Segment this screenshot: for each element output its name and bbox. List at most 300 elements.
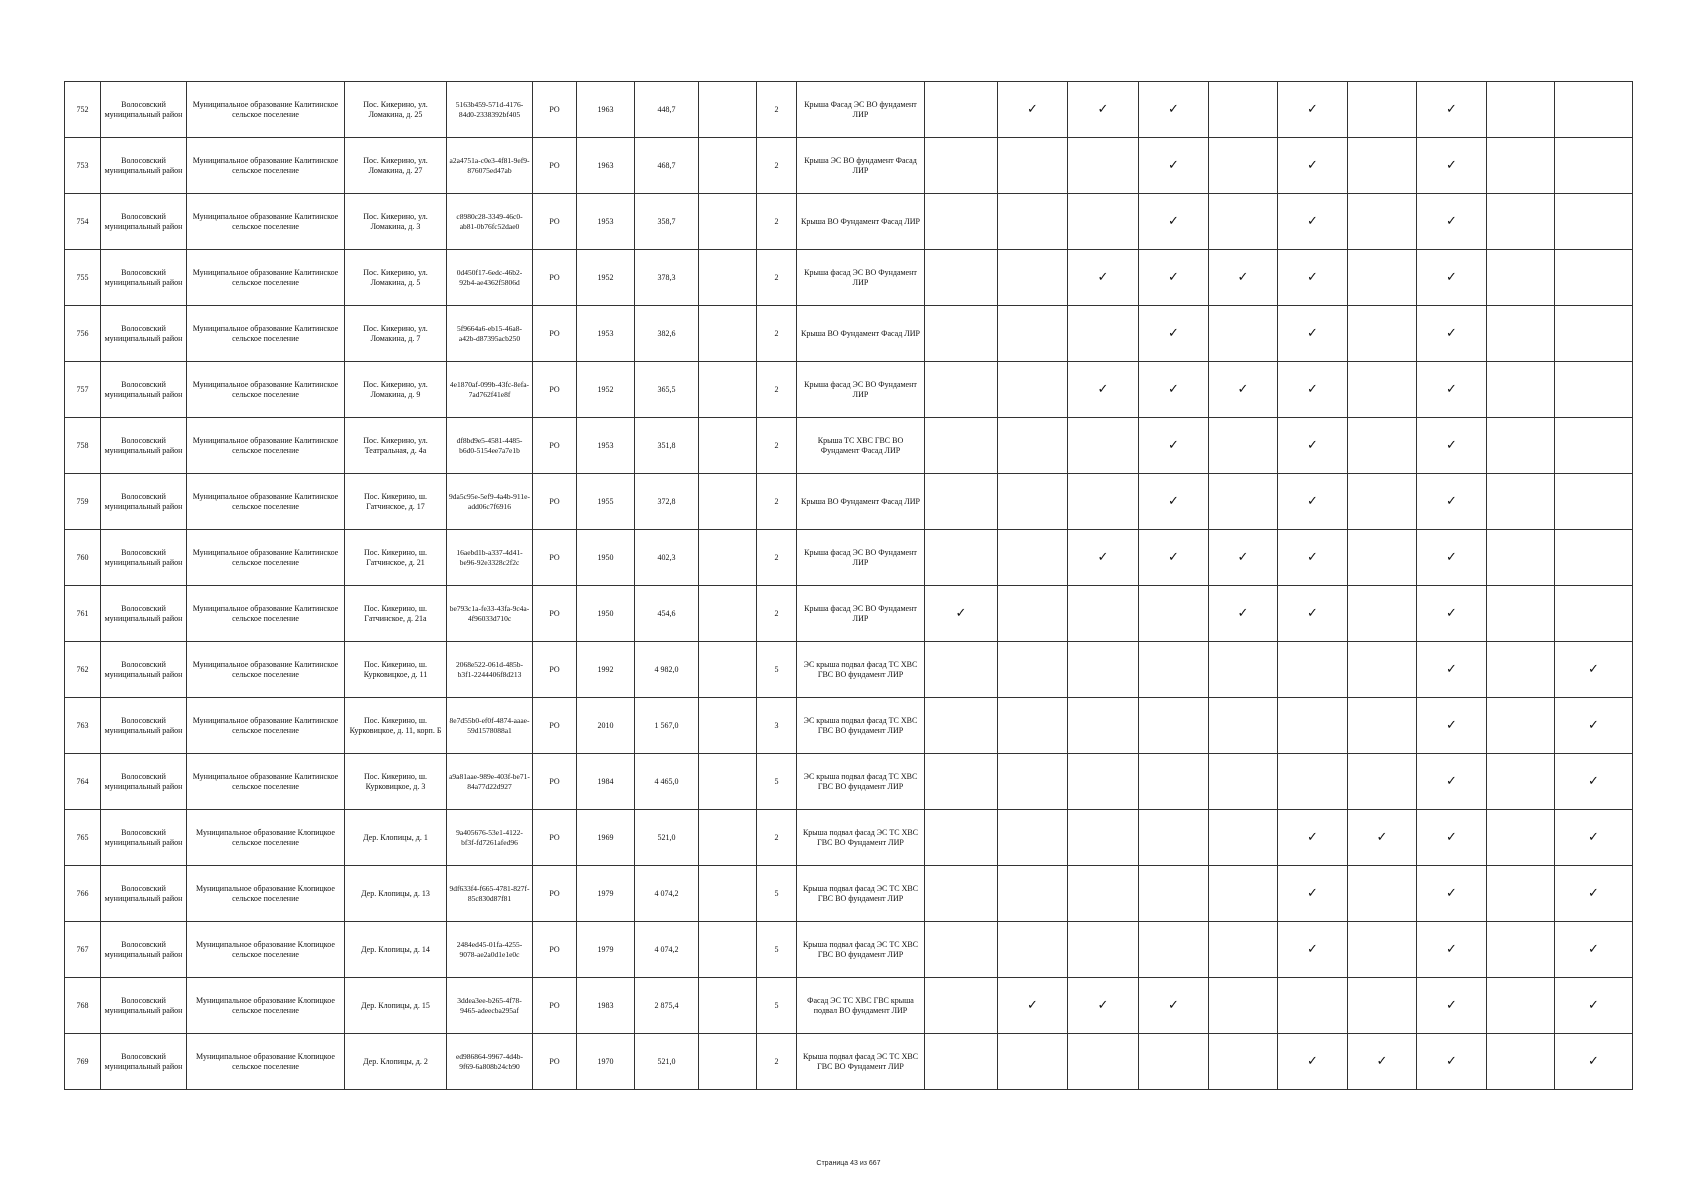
check-mark-icon: ✓ (1348, 810, 1417, 866)
empty-check-cell (925, 138, 998, 194)
floors-cell: 5 (757, 866, 797, 922)
floors-cell: 2 (757, 82, 797, 138)
empty-check-cell (1209, 866, 1278, 922)
check-mark-icon: ✓ (1139, 306, 1209, 362)
empty-check-cell (1139, 698, 1209, 754)
municipality-cell: Муниципальное образование Калитинское сельское поселение (187, 362, 345, 418)
guid-cell: 16aebd1b-a337-4d41-be96-92e3328c2f2c (447, 530, 533, 586)
table-row (65, 1034, 1633, 1090)
row-number: 761 (65, 586, 101, 642)
guid-cell: 0d450f17-6edc-46b2-92b4-ae4362f5806d (447, 250, 533, 306)
floors-cell: 2 (757, 362, 797, 418)
floors-cell: 3 (757, 698, 797, 754)
district-cell: Волосовский муниципальный район (101, 754, 187, 810)
year-cell: 1979 (577, 922, 635, 978)
municipality-cell: Муниципальное образование Калитинское сельское поселение (187, 754, 345, 810)
check-mark-icon: ✓ (1555, 754, 1633, 810)
empty-check-cell (1209, 754, 1278, 810)
empty-check-cell (1139, 642, 1209, 698)
empty-check-cell (925, 642, 998, 698)
address-cell: Пос. Кикерино, ул. Ломакина, д. 7 (345, 306, 447, 362)
check-mark-icon: ✓ (1417, 530, 1487, 586)
district-cell: Волосовский муниципальный район (101, 82, 187, 138)
works-cell: Крыша фасад ЭС ВО Фундамент ЛИР (797, 250, 925, 306)
check-mark-icon: ✓ (1278, 922, 1348, 978)
row-number: 767 (65, 922, 101, 978)
address-cell: Дер. Клопицы, д. 15 (345, 978, 447, 1034)
works-cell: Крыша ВО Фундамент Фасад ЛИР (797, 306, 925, 362)
empty-check-cell (998, 418, 1068, 474)
works-cell: ЭС крыша подвал фасад ТС ХВС ГВС ВО фундамент ЛИР (797, 698, 925, 754)
row-number: 760 (65, 530, 101, 586)
district-cell: Волосовский муниципальный район (101, 586, 187, 642)
area-cell: 454,6 (635, 586, 699, 642)
guid-cell: 2068e522-061d-485b-b3f1-2244406f8d213 (447, 642, 533, 698)
address-cell: Пос. Кикерино, ул. Ломакина, д. 25 (345, 82, 447, 138)
empty-check-cell (1209, 306, 1278, 362)
category-cell: РО (533, 586, 577, 642)
category-cell: РО (533, 978, 577, 1034)
empty-check-cell (1209, 418, 1278, 474)
empty-cell (699, 138, 757, 194)
row-number: 769 (65, 1034, 101, 1090)
check-mark-icon: ✓ (1209, 250, 1278, 306)
floors-cell: 5 (757, 978, 797, 1034)
address-cell: Пос. Кикерино, ш. Гатчинское, д. 17 (345, 474, 447, 530)
year-cell: 1963 (577, 82, 635, 138)
table-row (65, 138, 1633, 194)
empty-check-cell (1487, 194, 1555, 250)
municipality-cell: Муниципальное образование Калитинское сельское поселение (187, 642, 345, 698)
municipality-cell: Муниципальное образование Калитинское сельское поселение (187, 82, 345, 138)
guid-cell: 4e1870af-099b-43fc-8efa-7ad762f41e8f (447, 362, 533, 418)
table-row (65, 250, 1633, 306)
row-number: 763 (65, 698, 101, 754)
check-mark-icon: ✓ (1417, 306, 1487, 362)
table-row (65, 586, 1633, 642)
category-cell: РО (533, 306, 577, 362)
row-number: 759 (65, 474, 101, 530)
check-mark-icon: ✓ (1209, 362, 1278, 418)
floors-cell: 2 (757, 586, 797, 642)
year-cell: 1970 (577, 1034, 635, 1090)
empty-cell (699, 810, 757, 866)
check-mark-icon: ✓ (998, 82, 1068, 138)
check-mark-icon: ✓ (1278, 1034, 1348, 1090)
row-number: 758 (65, 418, 101, 474)
check-mark-icon: ✓ (1417, 362, 1487, 418)
district-cell: Волосовский муниципальный район (101, 642, 187, 698)
empty-cell (699, 978, 757, 1034)
empty-check-cell (1348, 586, 1417, 642)
check-mark-icon: ✓ (1417, 82, 1487, 138)
floors-cell: 5 (757, 642, 797, 698)
empty-check-cell (1555, 82, 1633, 138)
empty-check-cell (925, 1034, 998, 1090)
guid-cell: 8e7d55b0-ef0f-4874-aaae-59d1578088a1 (447, 698, 533, 754)
address-cell: Пос. Кикерино, ш. Гатчинское, д. 21а (345, 586, 447, 642)
empty-cell (699, 362, 757, 418)
works-cell: Крыша фасад ЭС ВО Фундамент ЛИР (797, 586, 925, 642)
municipality-cell: Муниципальное образование Калитинское сельское поселение (187, 474, 345, 530)
check-mark-icon: ✓ (1417, 810, 1487, 866)
year-cell: 1952 (577, 362, 635, 418)
empty-check-cell (1209, 978, 1278, 1034)
floors-cell: 2 (757, 194, 797, 250)
empty-check-cell (1209, 194, 1278, 250)
empty-check-cell (1348, 306, 1417, 362)
row-number: 754 (65, 194, 101, 250)
check-mark-icon: ✓ (1139, 138, 1209, 194)
empty-check-cell (1348, 138, 1417, 194)
year-cell: 1953 (577, 194, 635, 250)
empty-check-cell (925, 250, 998, 306)
floors-cell: 2 (757, 530, 797, 586)
guid-cell: ed986864-9967-4d4b-9f69-6a808b24cb90 (447, 1034, 533, 1090)
empty-cell (699, 866, 757, 922)
municipality-cell: Муниципальное образование Калитинское сельское поселение (187, 698, 345, 754)
empty-check-cell (1209, 82, 1278, 138)
empty-check-cell (925, 810, 998, 866)
check-mark-icon: ✓ (1209, 530, 1278, 586)
check-mark-icon: ✓ (1417, 922, 1487, 978)
empty-cell (699, 82, 757, 138)
empty-check-cell (1487, 754, 1555, 810)
empty-check-cell (1348, 978, 1417, 1034)
municipality-cell: Муниципальное образование Калитинское сельское поселение (187, 418, 345, 474)
works-cell: Крыша Фасад ЭС ВО фундамент ЛИР (797, 82, 925, 138)
district-cell: Волосовский муниципальный район (101, 306, 187, 362)
empty-check-cell (1068, 1034, 1139, 1090)
empty-check-cell (925, 922, 998, 978)
empty-check-cell (1487, 586, 1555, 642)
empty-check-cell (1139, 586, 1209, 642)
category-cell: РО (533, 82, 577, 138)
empty-check-cell (1068, 418, 1139, 474)
empty-cell (699, 698, 757, 754)
empty-check-cell (1487, 922, 1555, 978)
check-mark-icon: ✓ (1278, 418, 1348, 474)
empty-check-cell (1487, 362, 1555, 418)
empty-check-cell (1139, 866, 1209, 922)
check-mark-icon: ✓ (1068, 978, 1139, 1034)
empty-cell (699, 418, 757, 474)
empty-cell (699, 754, 757, 810)
empty-cell (699, 474, 757, 530)
category-cell: РО (533, 922, 577, 978)
address-cell: Дер. Клопицы, д. 2 (345, 1034, 447, 1090)
empty-check-cell (1487, 306, 1555, 362)
empty-check-cell (998, 530, 1068, 586)
guid-cell: be793c1a-fe33-43fa-9c4a-4f96033d710c (447, 586, 533, 642)
area-cell: 358,7 (635, 194, 699, 250)
area-cell: 1 567,0 (635, 698, 699, 754)
address-cell: Пос. Кикерино, ш. Курковицкое, д. 3 (345, 754, 447, 810)
address-cell: Пос. Кикерино, ул. Ломакина, д. 27 (345, 138, 447, 194)
area-cell: 372,8 (635, 474, 699, 530)
check-mark-icon: ✓ (1139, 474, 1209, 530)
floors-cell: 2 (757, 418, 797, 474)
empty-check-cell (1555, 362, 1633, 418)
check-mark-icon: ✓ (1555, 810, 1633, 866)
works-cell: Крыша ВО Фундамент Фасад ЛИР (797, 194, 925, 250)
empty-check-cell (998, 474, 1068, 530)
check-mark-icon: ✓ (1139, 250, 1209, 306)
guid-cell: c8980c28-3349-46c0-ab81-0b76fc52dae0 (447, 194, 533, 250)
empty-check-cell (925, 698, 998, 754)
check-mark-icon: ✓ (1068, 530, 1139, 586)
district-cell: Волосовский муниципальный район (101, 530, 187, 586)
empty-check-cell (1068, 586, 1139, 642)
check-mark-icon: ✓ (1417, 138, 1487, 194)
floors-cell: 5 (757, 922, 797, 978)
area-cell: 402,3 (635, 530, 699, 586)
works-cell: Крыша подвал фасад ЭС ТС ХВС ГВС ВО Фундамент ЛИР (797, 810, 925, 866)
empty-check-cell (925, 82, 998, 138)
check-mark-icon: ✓ (998, 978, 1068, 1034)
empty-check-cell (1348, 194, 1417, 250)
check-mark-icon: ✓ (1417, 474, 1487, 530)
empty-check-cell (1348, 250, 1417, 306)
year-cell: 1992 (577, 642, 635, 698)
floors-cell: 2 (757, 810, 797, 866)
area-cell: 4 074,2 (635, 866, 699, 922)
empty-check-cell (1209, 922, 1278, 978)
empty-check-cell (1278, 642, 1348, 698)
district-cell: Волосовский муниципальный район (101, 474, 187, 530)
check-mark-icon: ✓ (1278, 194, 1348, 250)
category-cell: РО (533, 642, 577, 698)
works-cell: Крыша фасад ЭС ВО Фундамент ЛИР (797, 362, 925, 418)
guid-cell: a2a4751a-c0e3-4f81-9ef9-876075ed47ab (447, 138, 533, 194)
check-mark-icon: ✓ (1555, 1034, 1633, 1090)
empty-check-cell (1348, 698, 1417, 754)
check-mark-icon: ✓ (1139, 194, 1209, 250)
district-cell: Волосовский муниципальный район (101, 418, 187, 474)
empty-check-cell (1209, 474, 1278, 530)
table-row (65, 530, 1633, 586)
table-row (65, 866, 1633, 922)
housing-register-table (64, 81, 1633, 1090)
area-cell: 521,0 (635, 1034, 699, 1090)
check-mark-icon: ✓ (1278, 306, 1348, 362)
empty-check-cell (1068, 698, 1139, 754)
address-cell: Пос. Кикерино, ш. Гатчинское, д. 21 (345, 530, 447, 586)
area-cell: 378,3 (635, 250, 699, 306)
year-cell: 1955 (577, 474, 635, 530)
empty-check-cell (1555, 474, 1633, 530)
empty-cell (699, 642, 757, 698)
row-number: 756 (65, 306, 101, 362)
floors-cell: 2 (757, 250, 797, 306)
check-mark-icon: ✓ (1278, 82, 1348, 138)
works-cell: Крыша ВО Фундамент Фасад ЛИР (797, 474, 925, 530)
year-cell: 1953 (577, 418, 635, 474)
empty-check-cell (1139, 810, 1209, 866)
empty-check-cell (1487, 82, 1555, 138)
empty-check-cell (1068, 138, 1139, 194)
year-cell: 1953 (577, 306, 635, 362)
works-cell: Крыша подвал фасад ЭС ТС ХВС ГВС ВО Фундамент ЛИР (797, 1034, 925, 1090)
municipality-cell: Муниципальное образование Клопицкое сельское поселение (187, 978, 345, 1034)
address-cell: Пос. Кикерино, ул. Ломакина, д. 9 (345, 362, 447, 418)
check-mark-icon: ✓ (1278, 530, 1348, 586)
check-mark-icon: ✓ (1555, 698, 1633, 754)
year-cell: 1979 (577, 866, 635, 922)
table-row (65, 642, 1633, 698)
check-mark-icon: ✓ (1417, 194, 1487, 250)
check-mark-icon: ✓ (1555, 978, 1633, 1034)
table-row (65, 978, 1633, 1034)
check-mark-icon: ✓ (1417, 866, 1487, 922)
empty-check-cell (1348, 474, 1417, 530)
empty-check-cell (925, 362, 998, 418)
empty-check-cell (925, 418, 998, 474)
address-cell: Дер. Клопицы, д. 1 (345, 810, 447, 866)
check-mark-icon: ✓ (1278, 250, 1348, 306)
check-mark-icon: ✓ (1417, 978, 1487, 1034)
empty-check-cell (1068, 754, 1139, 810)
year-cell: 1984 (577, 754, 635, 810)
empty-check-cell (998, 922, 1068, 978)
empty-check-cell (1209, 698, 1278, 754)
works-cell: Фасад ЭС ТС ХВС ГВС крыша подвал ВО фундамент ЛИР (797, 978, 925, 1034)
empty-check-cell (925, 194, 998, 250)
table-row (65, 306, 1633, 362)
empty-cell (699, 586, 757, 642)
empty-check-cell (1068, 810, 1139, 866)
empty-check-cell (998, 306, 1068, 362)
check-mark-icon: ✓ (1417, 1034, 1487, 1090)
district-cell: Волосовский муниципальный район (101, 922, 187, 978)
category-cell: РО (533, 754, 577, 810)
area-cell: 382,6 (635, 306, 699, 362)
works-cell: ЭС крыша подвал фасад ТС ХВС ГВС ВО фундамент ЛИР (797, 754, 925, 810)
empty-check-cell (998, 642, 1068, 698)
check-mark-icon: ✓ (1139, 530, 1209, 586)
empty-check-cell (1555, 530, 1633, 586)
address-cell: Пос. Кикерино, ул. Ломакина, д. 5 (345, 250, 447, 306)
empty-check-cell (1487, 1034, 1555, 1090)
address-cell: Пос. Кикерино, ш. Курковицкое, д. 11 (345, 642, 447, 698)
empty-check-cell (1555, 250, 1633, 306)
check-mark-icon: ✓ (1417, 754, 1487, 810)
check-mark-icon: ✓ (1278, 810, 1348, 866)
category-cell: РО (533, 698, 577, 754)
check-mark-icon: ✓ (1417, 698, 1487, 754)
area-cell: 4 465,0 (635, 754, 699, 810)
empty-cell (699, 250, 757, 306)
table-row (65, 754, 1633, 810)
empty-check-cell (1139, 1034, 1209, 1090)
empty-check-cell (1139, 754, 1209, 810)
empty-check-cell (1139, 922, 1209, 978)
municipality-cell: Муниципальное образование Клопицкое сельское поселение (187, 810, 345, 866)
year-cell: 1983 (577, 978, 635, 1034)
empty-check-cell (1487, 250, 1555, 306)
works-cell: Крыша подвал фасад ЭС ТС ХВС ГВС ВО фундамент ЛИР (797, 866, 925, 922)
year-cell: 1969 (577, 810, 635, 866)
year-cell: 1950 (577, 586, 635, 642)
municipality-cell: Муниципальное образование Калитинское сельское поселение (187, 194, 345, 250)
empty-check-cell (1555, 418, 1633, 474)
area-cell: 4 074,2 (635, 922, 699, 978)
row-number: 752 (65, 82, 101, 138)
district-cell: Волосовский муниципальный район (101, 866, 187, 922)
works-cell: Крыша фасад ЭС ВО Фундамент ЛИР (797, 530, 925, 586)
check-mark-icon: ✓ (1139, 82, 1209, 138)
address-cell: Пос. Кикерино, ул. Театральная, д. 4а (345, 418, 447, 474)
empty-check-cell (1348, 866, 1417, 922)
district-cell: Волосовский муниципальный район (101, 362, 187, 418)
check-mark-icon: ✓ (1278, 586, 1348, 642)
empty-check-cell (1278, 698, 1348, 754)
category-cell: РО (533, 866, 577, 922)
municipality-cell: Муниципальное образование Клопицкое сельское поселение (187, 922, 345, 978)
empty-check-cell (1487, 978, 1555, 1034)
empty-cell (699, 1034, 757, 1090)
check-mark-icon: ✓ (1278, 362, 1348, 418)
empty-check-cell (1348, 922, 1417, 978)
empty-cell (699, 306, 757, 362)
check-mark-icon: ✓ (1417, 586, 1487, 642)
area-cell: 4 982,0 (635, 642, 699, 698)
table-row (65, 810, 1633, 866)
empty-check-cell (1209, 642, 1278, 698)
floors-cell: 5 (757, 754, 797, 810)
category-cell: РО (533, 362, 577, 418)
check-mark-icon: ✓ (1139, 978, 1209, 1034)
row-number: 755 (65, 250, 101, 306)
category-cell: РО (533, 1034, 577, 1090)
empty-check-cell (998, 1034, 1068, 1090)
empty-check-cell (925, 754, 998, 810)
empty-check-cell (1487, 698, 1555, 754)
table-row (65, 82, 1633, 138)
empty-check-cell (998, 698, 1068, 754)
category-cell: РО (533, 474, 577, 530)
district-cell: Волосовский муниципальный район (101, 698, 187, 754)
row-number: 753 (65, 138, 101, 194)
check-mark-icon: ✓ (1417, 250, 1487, 306)
works-cell: Крыша ЭС ВО фундамент Фасад ЛИР (797, 138, 925, 194)
guid-cell: 9da5c95e-5ef9-4a4b-911e-add06c7f6916 (447, 474, 533, 530)
empty-check-cell (925, 474, 998, 530)
empty-check-cell (1487, 642, 1555, 698)
empty-check-cell (998, 810, 1068, 866)
empty-check-cell (998, 586, 1068, 642)
check-mark-icon: ✓ (1348, 1034, 1417, 1090)
empty-check-cell (1068, 306, 1139, 362)
municipality-cell: Муниципальное образование Клопицкое сельское поселение (187, 1034, 345, 1090)
empty-check-cell (1555, 194, 1633, 250)
empty-cell (699, 922, 757, 978)
empty-check-cell (998, 194, 1068, 250)
empty-check-cell (998, 754, 1068, 810)
guid-cell: 9df633f4-f665-4781-827f-85c830d87f81 (447, 866, 533, 922)
works-cell: ЭС крыша подвал фасад ТС ХВС ГВС ВО фундамент ЛИР (797, 642, 925, 698)
table-row (65, 698, 1633, 754)
row-number: 764 (65, 754, 101, 810)
category-cell: РО (533, 418, 577, 474)
check-mark-icon: ✓ (1417, 418, 1487, 474)
check-mark-icon: ✓ (1278, 138, 1348, 194)
municipality-cell: Муниципальное образование Калитинское сельское поселение (187, 250, 345, 306)
year-cell: 1950 (577, 530, 635, 586)
empty-check-cell (1487, 474, 1555, 530)
empty-check-cell (998, 362, 1068, 418)
guid-cell: 5163b459-571d-4176-84d0-2338392bf405 (447, 82, 533, 138)
